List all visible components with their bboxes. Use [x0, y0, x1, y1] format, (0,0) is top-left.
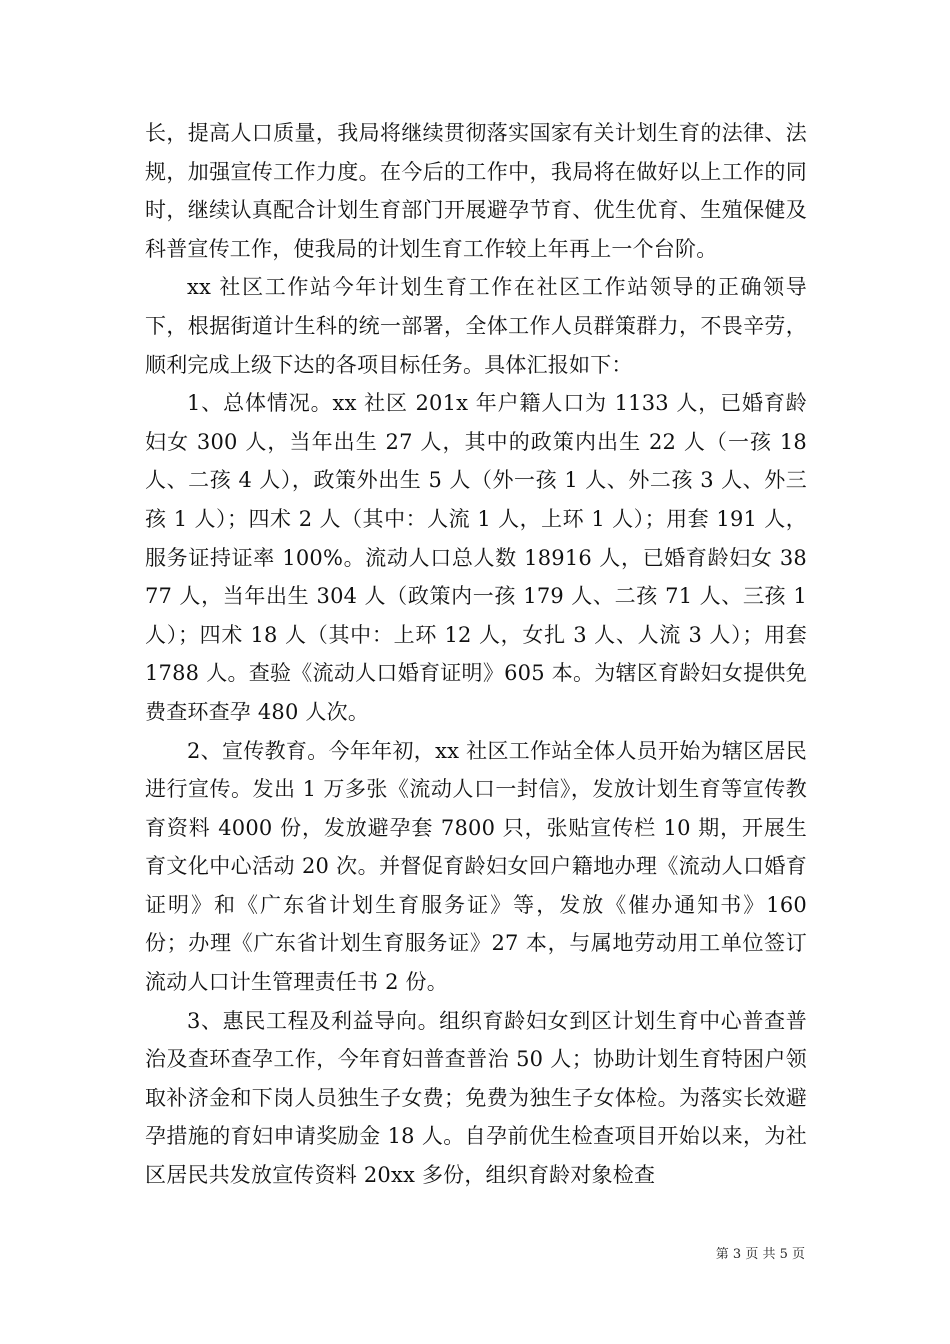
document-body	[145, 114, 807, 1195]
paragraph-benefits: 3、惠民工程及利益导向。组织育龄妇女到区计划生育中心普查普治及查环查孕工作，今年育妇普查普治 50 人；协助计划生育特困户领取补济金和下岗人员独生子女费；免费为独生子女体检。为落实长效避孕措施的育妇申请奖励金 18 人。自孕前优生检查项目开始以来，为社区居民共发放宣传资料 20xx 多份，组织育龄对象检查	[145, 1008, 807, 1188]
paragraph-overview: 1、总体情况。xx 社区 201x 年户籍人口为 1133 人，已婚育龄妇女 300 人，当年出生 27 人，其中的政策内出生 22 人（一孩 18 人、二孩 4 人），政策外出生 5 人（外一孩 1 人、外二孩 3 人、外三孩 1 人）；四术 2 人（其中：人流 1 人，上环 1 人）；用套 191 人，服务证持证率 100%。流动人口总人数 18916 人，已婚育龄妇女 3877 人，当年出生 304 人（政策内一孩 179 人、二孩 71 人、三孩 1 人）；四术 18 人（其中：上环 12 人，女扎 3 人、人流 3 人）；用套 1788 人。查验《流动人口婚育证明》605 本。为辖区育龄妇女提供免费查环查孕 480 人次。	[145, 391, 807, 724]
paragraph-publicity: 2、宣传教育。今年年初，xx 社区工作站全体人员开始为辖区居民进行宣传。发出 1 万多张《流动人口一封信》，发放计划生育等宣传教育资料 4000 份，发放避孕套 7800 只，张贴宣传栏 10 期，开展生育文化中心活动 20 次。并督促育龄妇女回户籍地办理《流动人口婚育证明》和《广东省计划生育服务证》等，发放《催办通知书》160 份；办理《广东省计划生育服务证》27 本，与属地劳动用工单位签订流动人口计生管理责任书 2 份。	[145, 738, 807, 995]
paragraph-continuation: 长，提高人口质量，我局将继续贯彻落实国家有关计划生育的法律、法规，加强宣传工作力度。在今后的工作中，我局将在做好以上工作的同时，继续认真配合计划生育部门开展避孕节育、优生优育、生殖保健及科普宣传工作，使我局的计划生育工作较上年再上一个台阶。	[145, 121, 807, 261]
page-number: 第 3 页 共 5 页	[715, 1247, 805, 1262]
paragraph-intro: xx 社区工作站今年计划生育工作在社区工作站领导的正确领导下，根据街道计生科的统一部署，全体工作人员群策群力，不畏辛劳，顺利完成上级下达的各项目标任务。具体汇报如下：	[145, 275, 807, 377]
